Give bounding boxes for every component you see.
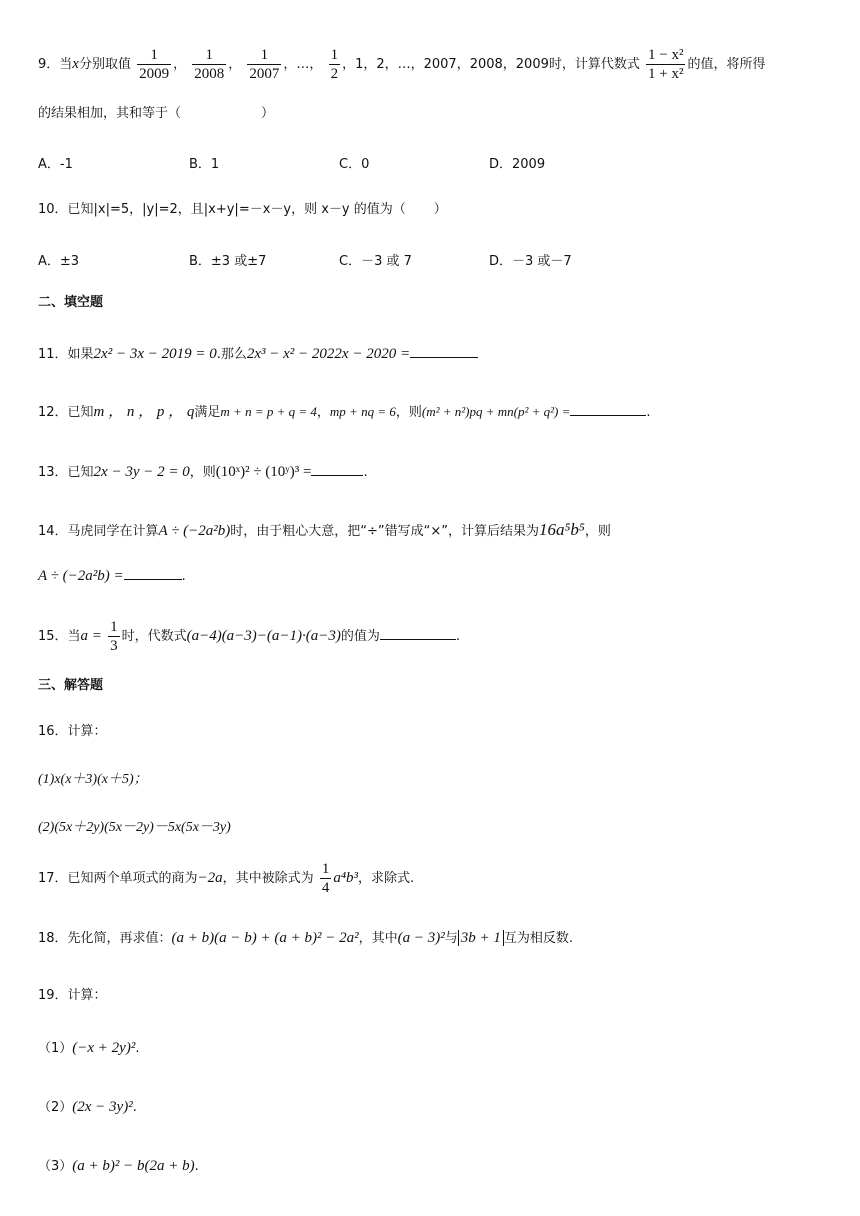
question-13: [38, 462, 368, 483]
section-fill-in-title: 二、填空题: [38, 295, 104, 310]
question-17: [38, 856, 414, 900]
q9-option-b: B．1: [189, 157, 220, 172]
q14-tail: ，则: [584, 524, 611, 539]
q19-item-3-end: .: [194, 1159, 199, 1174]
q13-end: .: [363, 465, 368, 480]
section-answer-title: 三、解答题: [38, 678, 104, 693]
q18-prefix: 18．先化简，再求值：: [38, 931, 172, 946]
q14-end: .: [181, 569, 186, 584]
q18-expression: (a + b)(a − b) + (a + b)² − 2a²: [171, 930, 359, 946]
q17-monomial: a⁴b³: [333, 870, 359, 886]
q9-sep-2: ，: [228, 57, 242, 72]
q9-line2-end: ）: [261, 106, 275, 121]
q14-mid: 时，由于粗心大意，把“÷”错写成“×”，计算后结果为: [230, 524, 540, 539]
q18-mid2: 与: [444, 931, 458, 946]
q19-item-3-label: （3）: [38, 1159, 73, 1174]
q15-prefix: 15．当: [38, 629, 81, 644]
q12-vars: m ， n ， p ， q: [93, 404, 195, 420]
q17-tail: ，求除式.: [358, 871, 415, 886]
question-9-line2: [38, 104, 274, 124]
question-10: [38, 200, 447, 220]
q14-expression: A ÷ (−2a²b): [158, 523, 231, 539]
question-19-item-3: [38, 1156, 199, 1177]
q19-item-3-expression: (a + b)² − b(2a + b): [72, 1158, 195, 1174]
q9-var: x: [72, 56, 79, 72]
q12-mid: 满足: [194, 405, 221, 420]
q18-tail: 互为相反数.: [503, 931, 574, 946]
q14-result: 16a⁵b⁵: [539, 520, 585, 539]
question-12: [38, 402, 651, 423]
q13-condition: 2x − 3y − 2 = 0: [93, 464, 190, 480]
q9-fraction-1: $\frac{1}{2009}$: [139, 47, 170, 82]
q17-fraction: $\frac{1}{4}$: [321, 861, 330, 896]
q10-option-c: C．－3 或 7: [339, 254, 412, 269]
q9-line2-text: 的结果相加，其和等于（: [38, 106, 182, 121]
q9-option-d: D．2009: [489, 157, 546, 172]
q19-item-2-end: .: [132, 1100, 137, 1115]
q9-sep-1: ，: [173, 57, 187, 72]
q15-tail: 的值为: [340, 629, 380, 644]
q12-end: .: [646, 405, 651, 420]
question-14-line2: [38, 566, 186, 587]
q19-item-1-label: （1）: [38, 1041, 73, 1056]
question-16-part-1: (1)x(x＋3)(x＋5)；: [38, 772, 148, 787]
q9-option-a: A．-1: [38, 157, 73, 172]
q13-answer-blank: [311, 463, 363, 476]
q15-expression: (a−4)(a−3)−(a−1)·(a−3): [186, 628, 341, 644]
q14-prefix: 14．马虎同学在计算: [38, 524, 159, 539]
q9-option-c: C．0: [339, 157, 370, 172]
q9-fraction-4: $\frac{1}{2}$: [330, 47, 339, 82]
q14-line2-expression: A ÷ (−2a²b) =: [38, 568, 124, 584]
q13-mid: ，则: [189, 465, 216, 480]
question-19-title: 19．计算：: [38, 988, 107, 1003]
question-9-line1: [38, 42, 766, 86]
q12-answer-blank: [570, 403, 646, 416]
q11-mid: .那么: [216, 347, 247, 362]
q12-condition-1: m + n = p + q = 4: [220, 404, 317, 419]
q17-mid: ，其中被除式为: [222, 871, 314, 886]
q10-text-end: ）: [433, 202, 447, 217]
q12-condition-2: mp + nq = 6: [329, 404, 396, 419]
question-16-part-2: (2)(5x＋2y)(5x－2y)－5x(5x－3y): [38, 820, 231, 835]
q17-quotient: −2a: [197, 870, 223, 886]
q12-prefix: 12．已知: [38, 405, 94, 420]
q12-mid2: ，则: [395, 405, 422, 420]
q10-option-d: D．－3 或－7: [489, 254, 572, 269]
q18-condition-2-abs: 3b + 1: [458, 930, 504, 946]
q9-fraction-2: $\frac{1}{2008}$: [194, 47, 225, 82]
q13-prefix: 13．已知: [38, 465, 94, 480]
q15-var: a =: [80, 628, 102, 644]
q15-fraction: $\frac{1}{3}$: [110, 619, 118, 654]
q15-end: .: [455, 629, 461, 644]
q9-mid: ，1，2，…，2007，2008，2009时，计算代数式: [342, 57, 640, 72]
q15-answer-blank: [380, 627, 456, 640]
question-19-item-1: [38, 1038, 139, 1059]
q10-text: 10．已知|x|=5，|y|=2，且|x+y|=－x－y，则 x－y 的值为（: [38, 202, 406, 217]
question-18: [38, 928, 573, 949]
q9-prefix: 9．当: [38, 57, 73, 72]
question-16-title: 16．计算：: [38, 724, 107, 739]
q18-mid: ，其中: [358, 931, 398, 946]
q17-prefix: 17．已知两个单项式的商为: [38, 871, 198, 886]
question-11: [38, 344, 478, 365]
q10-option-b: B．±3 或±7: [189, 254, 267, 269]
q9-text1: 分别取值: [78, 57, 131, 72]
question-15: [38, 614, 460, 658]
q19-item-2-expression: (2x − 3y)²: [72, 1099, 133, 1115]
q19-item-1-end: .: [135, 1041, 140, 1056]
q11-condition: 2x² − 3x − 2019 = 0: [93, 346, 217, 362]
q9-fraction-3: $\frac{1}{2007}$: [249, 47, 280, 82]
q18-condition-1: (a − 3)²: [397, 930, 445, 946]
q11-prefix: 11．如果: [38, 347, 94, 362]
q19-item-2-label: （2）: [38, 1100, 73, 1115]
q13-expression: (10ˣ)² ÷ (10ʸ)³ =: [215, 464, 312, 480]
q11-expression: 2x³ − x² − 2022x − 2020 =: [246, 346, 411, 362]
q12-expression: (m² + n²)pq + mn(p² + q²) =: [421, 404, 571, 419]
q11-answer-blank: [410, 345, 478, 358]
question-14-line1: [38, 520, 611, 542]
q12-comma: ，: [316, 405, 330, 420]
q9-tail: 的值，将所得: [687, 57, 766, 72]
question-19-item-2: [38, 1097, 137, 1118]
q10-option-a: A．±3: [38, 254, 80, 269]
q14-answer-blank: [124, 567, 182, 580]
q15-mid: 时，代数式: [121, 629, 187, 644]
q9-ellipsis: ，…，: [283, 57, 323, 72]
q9-expression: $\frac{\text{1 − x²}}{\text{1 + x²}}$: [648, 47, 684, 82]
q19-item-1-expression: (−x + 2y)²: [72, 1040, 136, 1056]
